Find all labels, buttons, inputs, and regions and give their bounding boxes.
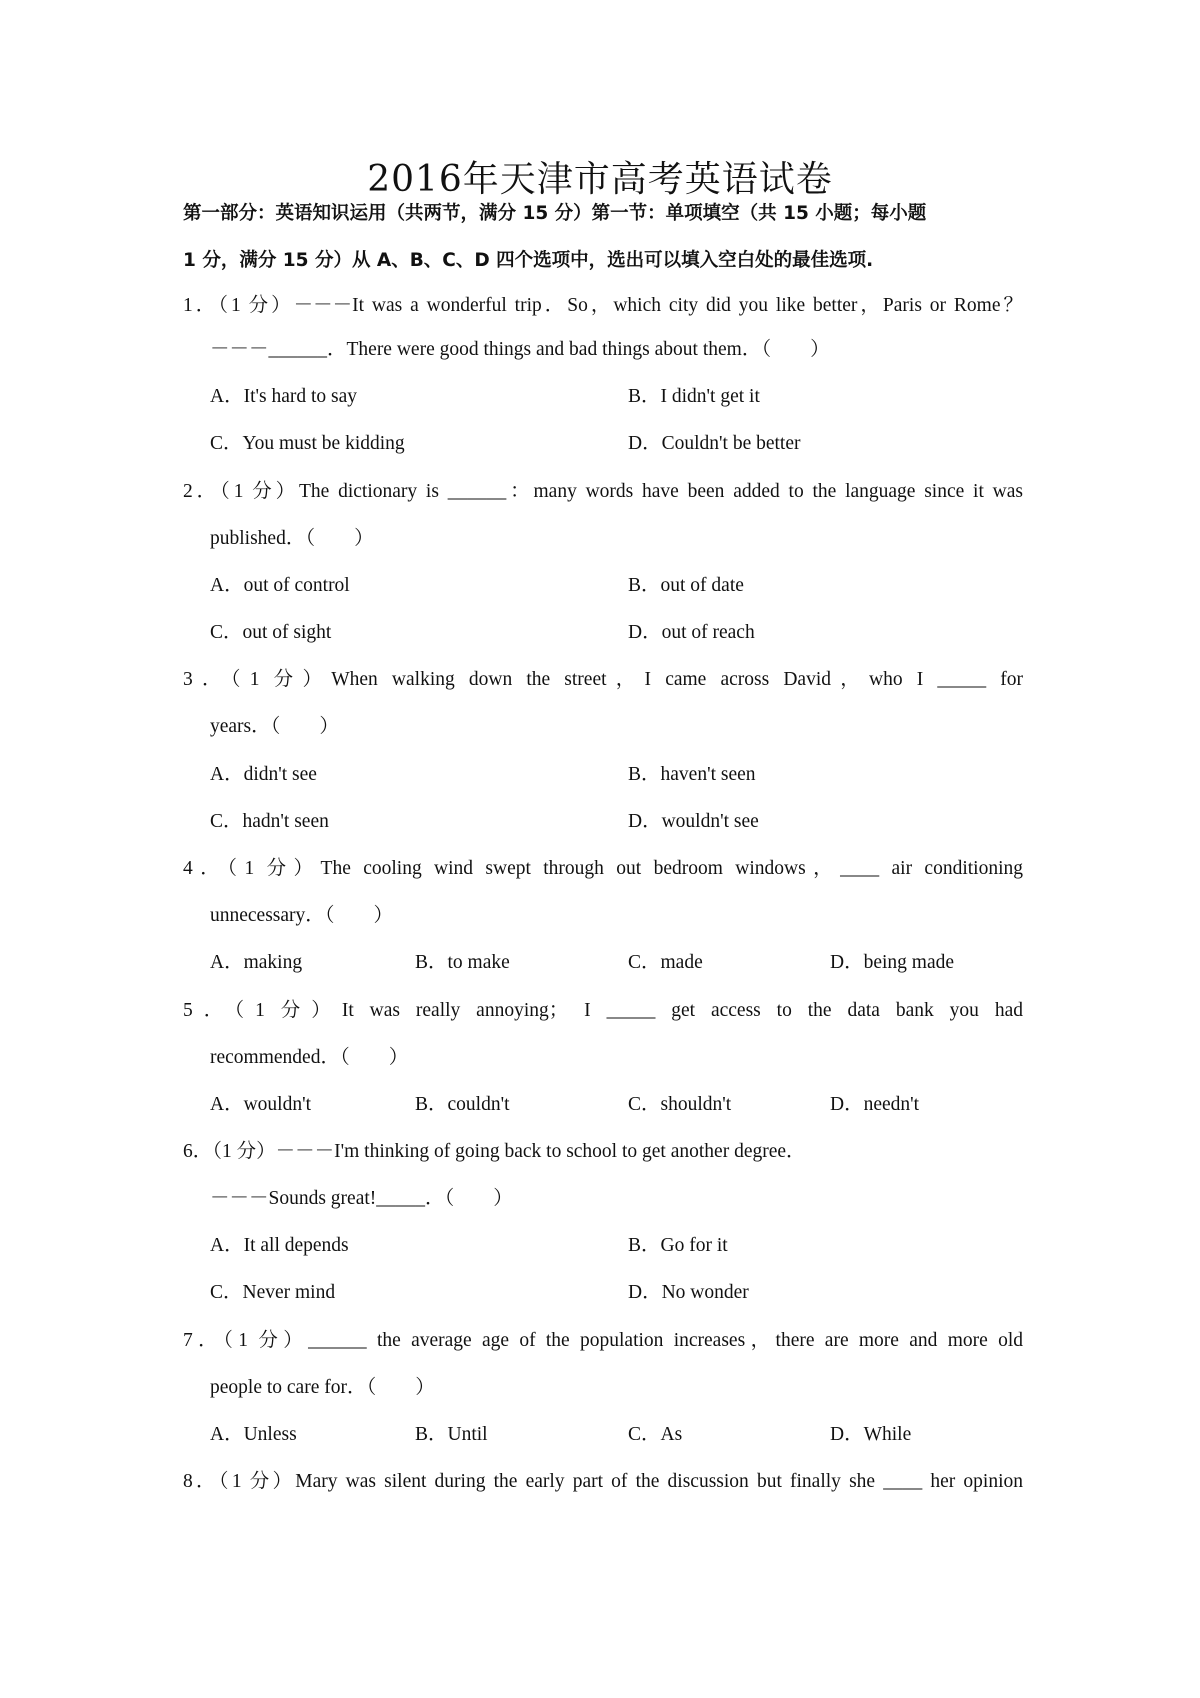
question-4-option-c[interactable]: C．made (628, 952, 703, 973)
question-2-option-a[interactable]: A．out of control (210, 575, 350, 596)
question-4-option-b[interactable]: B．to make (415, 952, 510, 973)
question-1-stem-line-1: 1．（1 分）－－－It was a wonderful trip．So，which city did you like better，Paris or Rome？ (183, 295, 1023, 316)
question-2-stem-line-2: published．（ ） (210, 528, 374, 549)
question-5-option-a[interactable]: A．wouldn't (210, 1094, 312, 1115)
question-4-option-d[interactable]: D．being made (830, 952, 955, 973)
question-3-option-d[interactable]: D．wouldn't see (628, 811, 759, 832)
question-5-stem-line-1: 5．（1 分）It was really annoying； I _____ get access to the data bank you had (183, 1000, 1023, 1021)
question-4-option-a[interactable]: A．making (210, 952, 303, 973)
section-header-line-2: 1 分，满分 15 分）从 A、B、C、D 四个选项中，选出可以填入空白处的最佳选项. (183, 250, 874, 271)
question-3-option-b[interactable]: B．haven't seen (628, 764, 756, 785)
question-1-option-b[interactable]: B．I didn't get it (628, 386, 760, 407)
question-5-option-d[interactable]: D．needn't (830, 1094, 920, 1115)
question-6-stem-line-2: －－－Sounds great!_____．（ ） (210, 1188, 513, 1209)
question-6-option-a[interactable]: A．It all depends (210, 1235, 349, 1256)
question-6-option-d[interactable]: D．No wonder (628, 1282, 749, 1303)
question-5-option-c[interactable]: C．shouldn't (628, 1094, 732, 1115)
question-3-option-a[interactable]: A．didn't see (210, 764, 317, 785)
question-6-option-b[interactable]: B．Go for it (628, 1235, 728, 1256)
question-4-stem-line-1: 4．（1 分）The cooling wind swept through out bedroom windows，____ air conditioning (183, 858, 1023, 879)
question-3-stem-line-2: years．（ ） (210, 716, 339, 737)
question-7-option-a[interactable]: A．Unless (210, 1424, 297, 1445)
page-title: 2016年天津市高考英语试卷 (367, 159, 833, 200)
question-3-option-c[interactable]: C．hadn't seen (210, 811, 329, 832)
question-1-option-a[interactable]: A．It's hard to say (210, 386, 358, 407)
section-header-line-1: 第一部分：英语知识运用（共两节，满分 15 分）第一节：单项填空（共 15 小题；每小题 (183, 203, 927, 224)
question-2-option-c[interactable]: C．out of sight (210, 622, 332, 643)
question-6-stem-line-1: 6．（1 分）－－－I'm thinking of going back to school to get another degree． (183, 1141, 806, 1162)
question-8-stem-line-1: 8．（1 分）Mary was silent during the early part of the discussion but finally she ____ her opinion (183, 1471, 1023, 1492)
question-2-option-b[interactable]: B．out of date (628, 575, 744, 596)
question-7-stem-line-1: 7．（1 分）______ the average age of the population increases，there are more and more old (183, 1330, 1023, 1351)
question-6-option-c[interactable]: C．Never mind (210, 1282, 336, 1303)
question-7-option-d[interactable]: D．While (830, 1424, 912, 1445)
question-3-stem-line-1: 3．（1 分）When walking down the street，I came across David，who I _____ for (183, 669, 1023, 690)
question-5-stem-line-2: recommended．（ ） (210, 1047, 409, 1068)
question-1-option-d[interactable]: D．Couldn't be better (628, 433, 801, 454)
question-7-option-c[interactable]: C．As (628, 1424, 683, 1445)
question-2-stem-line-1: 2．（1 分）The dictionary is ______：many words have been added to the language since it was (183, 481, 1023, 502)
question-5-option-b[interactable]: B．couldn't (415, 1094, 510, 1115)
question-1-stem-line-2: －－－______．There were good things and bad things about them．（ ） (210, 339, 830, 360)
question-7-stem-line-2: people to care for．（ ） (210, 1377, 435, 1398)
question-1-option-c[interactable]: C．You must be kidding (210, 433, 405, 454)
question-2-option-d[interactable]: D．out of reach (628, 622, 755, 643)
question-7-option-b[interactable]: B．Until (415, 1424, 488, 1445)
question-4-stem-line-2: unnecessary．（ ） (210, 905, 394, 926)
